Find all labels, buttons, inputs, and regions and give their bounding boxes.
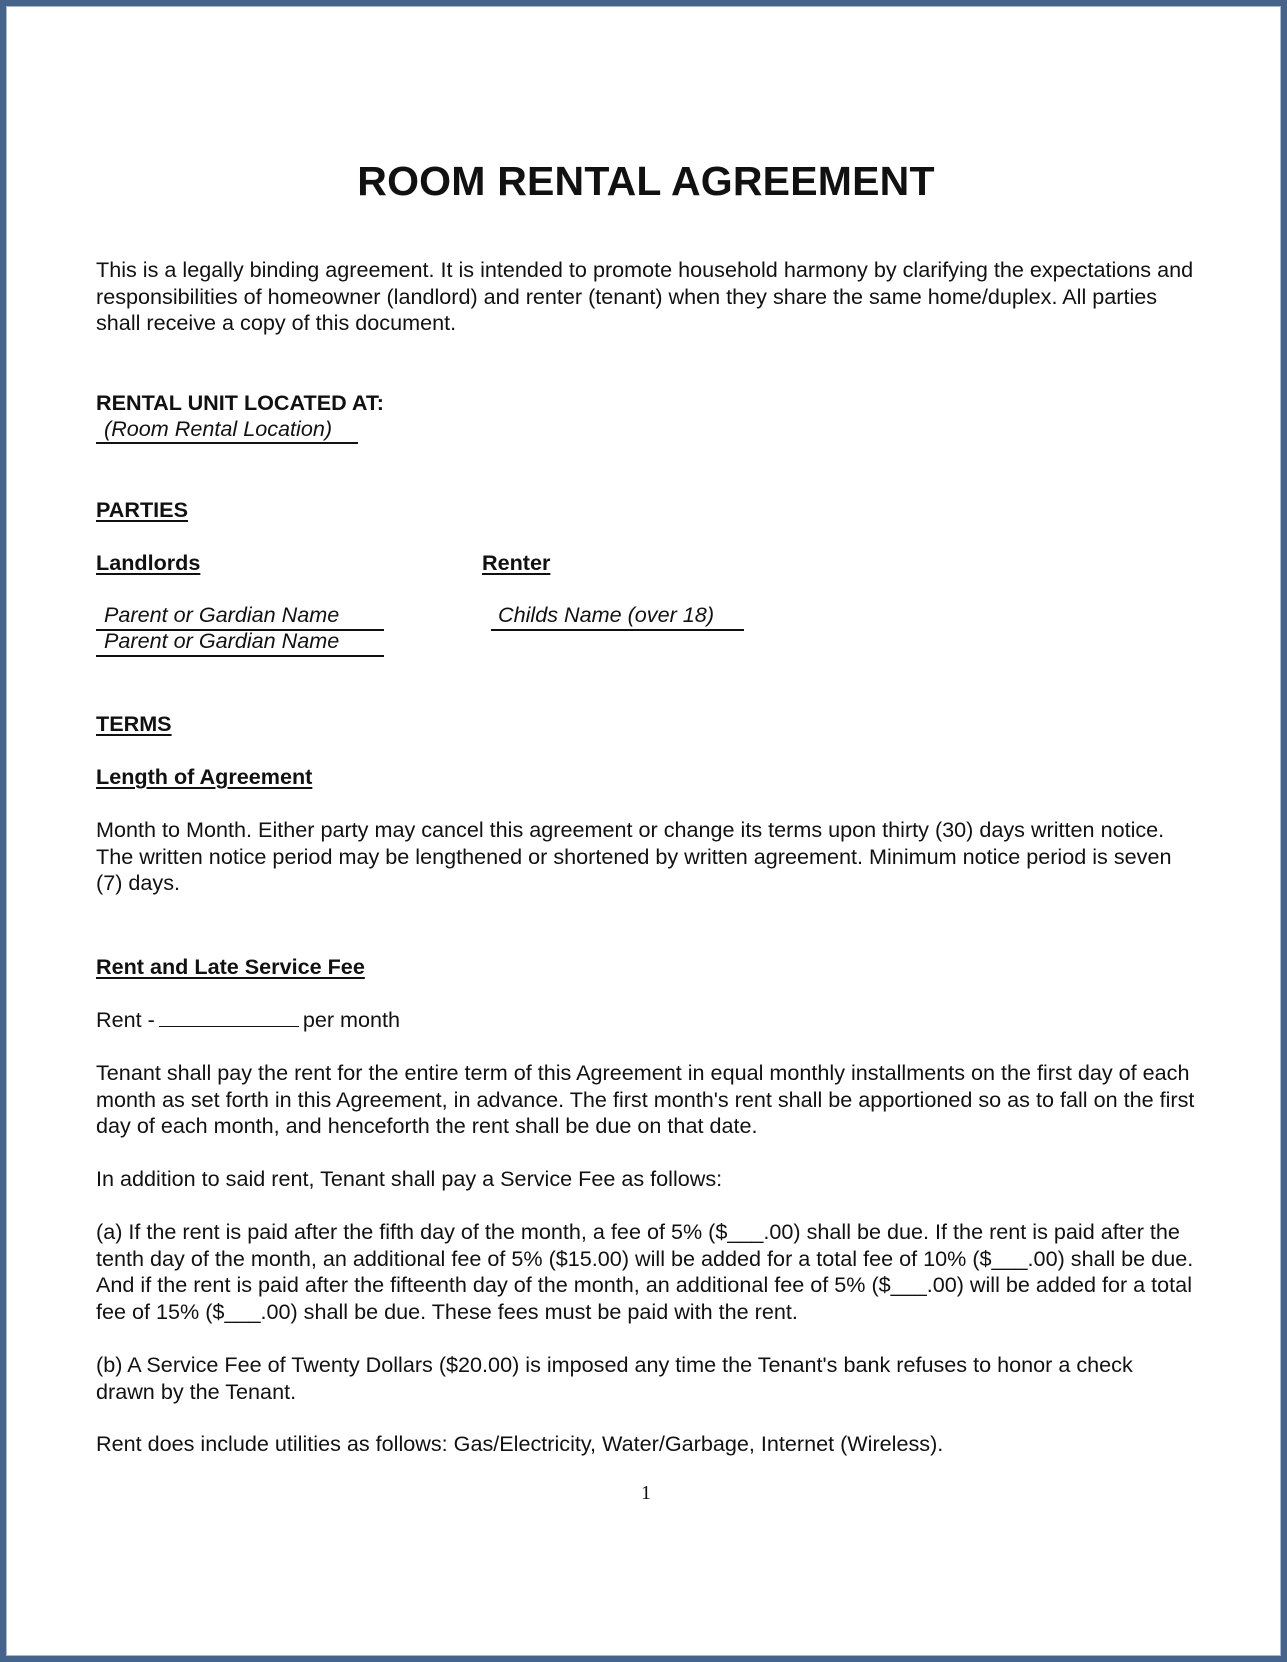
- terms-heading: [96, 711, 1196, 738]
- page-number: 1: [641, 1482, 651, 1504]
- rental-unit-heading: RENTAL UNIT LOCATED AT:: [96, 390, 384, 415]
- renter-heading-text: Renter: [482, 550, 551, 575]
- landlord-name-1: Parent or Gardian Name: [104, 602, 340, 627]
- rent-amount-line: [96, 1007, 1196, 1034]
- rent-prefix: Rent -: [96, 1007, 155, 1032]
- rent-heading: [96, 954, 1196, 981]
- service-fee-intro: In addition to said rent, Tenant shall pay a Service Fee as follows:: [96, 1166, 723, 1191]
- rent-heading-text: Rent and Late Service Fee: [96, 954, 365, 979]
- length-heading-text: Length of Agreement: [96, 764, 313, 789]
- renter-underline: [491, 629, 744, 631]
- rental-location-underline: [96, 442, 358, 444]
- intro-paragraph: This is a legally binding agreement. It is intended to promote household harmony by clarifying the expectations and responsibilities of homeowner (landlord) and renter (tenant) when they share the same home/duplex. All parties shall receive a copy of this document.: [96, 257, 1194, 335]
- rent-paragraph: Tenant shall pay the rent for the entire term of this Agreement in equal monthly installments on the first day of each month as set forth in this Agreement, in advance. The first month's rent shall be apportioned so as to fall on the first day of each month, and henceforth the rent shall be due on that date.: [96, 1060, 1195, 1138]
- rent-amount-blank: [159, 1008, 299, 1027]
- rental-unit-location: (Room Rental Location): [104, 416, 333, 441]
- length-paragraph: Month to Month. Either party may cancel this agreement or change its terms upon thirty (30) days written notice. The written notice period may be lengthened or shortened by written agreement. Minimum notice period is seven (7) days.: [96, 817, 1172, 895]
- landlord-name-2: Parent or Gardian Name: [104, 628, 340, 653]
- landlords-heading: [96, 550, 200, 577]
- rent-suffix: per month: [302, 1007, 401, 1032]
- parties-heading-text: PARTIES: [96, 497, 188, 522]
- renter-heading: [482, 550, 550, 577]
- fee-clause-a: (a) If the rent is paid after the fifth day of the month, a fee of 5% ($___.00) shall be due. If the rent is paid after the tenth day of the month, an additional fee of 5% ($15.00) will be added for a total fee of 10% ($___.00) shall be due. And if the rent is paid after the fifteenth day of the month, an additional fee of 5% ($___.00) will be added for a total fee of 15% ($___.00) shall be due. These fees must be paid with the rent.: [96, 1219, 1194, 1324]
- terms-heading-text: TERMS: [96, 711, 172, 736]
- renter-name: Childs Name (over 18): [498, 602, 715, 627]
- fee-clause-b: (b) A Service Fee of Twenty Dollars ($20.00) is imposed any time the Tenant's bank refuses to honor a check drawn by the Tenant.: [96, 1352, 1133, 1404]
- landlord-2-underline: [96, 655, 384, 657]
- landlords-heading-text: Landlords: [96, 550, 201, 575]
- parties-heading: [96, 497, 1196, 524]
- document-title: ROOM RENTAL AGREEMENT: [357, 158, 935, 204]
- length-heading: [96, 764, 1196, 791]
- utilities-paragraph: Rent does include utilities as follows: Gas/Electricity, Water/Garbage, Internet (Wireless).: [96, 1431, 944, 1456]
